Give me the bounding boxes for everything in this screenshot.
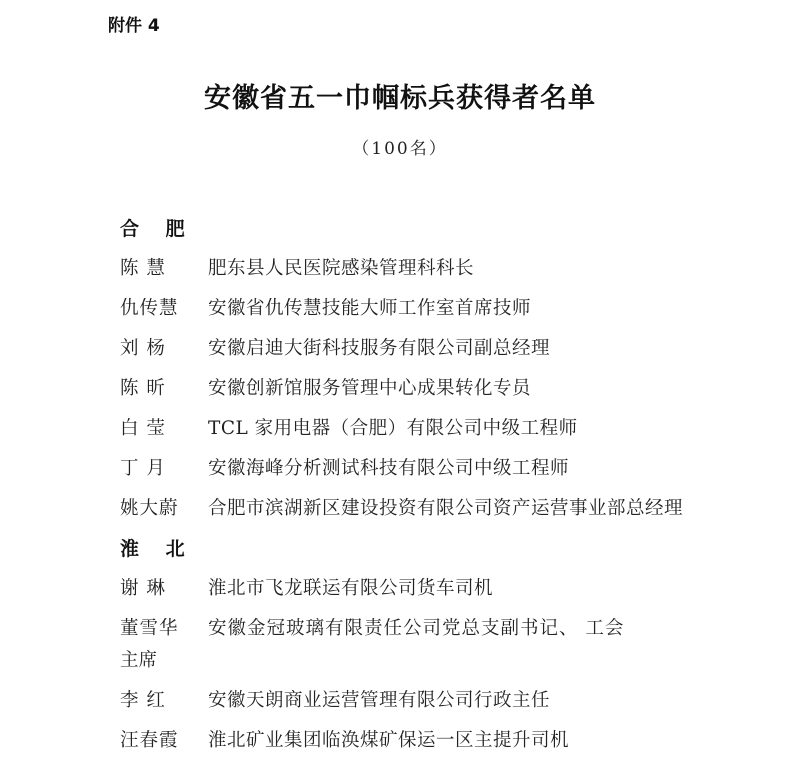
person-unit-title: 安徽天朗商业运营管理有限公司行政主任 bbox=[208, 690, 551, 711]
person-name: 白 莹 bbox=[120, 418, 166, 439]
list-item bbox=[120, 293, 710, 333]
person-name: 董雪华 bbox=[120, 618, 179, 639]
list-item bbox=[120, 453, 710, 493]
person-name: 刘 杨 bbox=[120, 338, 166, 359]
region-heading-huaibei: 淮 北 bbox=[120, 538, 195, 560]
document-title: 安徽省五一巾帼标兵获得者名单 bbox=[204, 83, 596, 114]
list-item bbox=[120, 573, 710, 613]
list-item bbox=[120, 613, 710, 685]
person-name: 仇传慧 bbox=[120, 298, 179, 319]
person-unit-title: 安徽省仇传慧技能大师工作室首席技师 bbox=[208, 298, 532, 319]
person-name: 陈 慧 bbox=[120, 258, 166, 279]
person-name: 李 红 bbox=[120, 690, 166, 711]
list-item bbox=[120, 413, 710, 453]
person-unit-title-continued: 主席 bbox=[120, 650, 158, 671]
list-item bbox=[120, 493, 710, 533]
list-item bbox=[120, 685, 710, 725]
list-item bbox=[120, 725, 710, 765]
person-name: 汪春霞 bbox=[120, 730, 179, 751]
attachment-label: 附件 4 bbox=[108, 16, 160, 36]
person-unit-title: 安徽海峰分析测试科技有限公司中级工程师 bbox=[208, 458, 570, 479]
person-unit-title: 淮北矿业集团临涣煤矿保运一区主提升司机 bbox=[208, 730, 570, 751]
person-unit-title: 淮北市飞龙联运有限公司货车司机 bbox=[208, 578, 494, 599]
person-name: 谢 琳 bbox=[120, 578, 166, 599]
person-name: 姚大蔚 bbox=[120, 498, 179, 519]
person-unit-title: 安徽金冠玻璃有限责任公司党总支副书记、 工会 bbox=[208, 618, 625, 639]
person-unit-title: 合肥市滨湖新区建设投资有限公司资产运营事业部总经理 bbox=[208, 498, 684, 519]
person-unit-title: TCL 家用电器（合肥）有限公司中级工程师 bbox=[208, 418, 578, 439]
person-name: 丁 月 bbox=[120, 458, 166, 479]
recipient-count: （100名） bbox=[352, 139, 448, 159]
person-unit-title: 安徽启迪大街科技服务有限公司副总经理 bbox=[208, 338, 551, 359]
list-item bbox=[120, 253, 710, 293]
list-item bbox=[120, 373, 710, 413]
recipient-list bbox=[120, 213, 710, 765]
list-item bbox=[120, 333, 710, 373]
person-name: 陈 昕 bbox=[120, 378, 166, 399]
region-heading-hefei: 合 肥 bbox=[120, 218, 195, 240]
person-unit-title: 安徽创新馆服务管理中心成果转化专员 bbox=[208, 378, 532, 399]
person-unit-title: 肥东县人民医院感染管理科科长 bbox=[208, 258, 475, 279]
